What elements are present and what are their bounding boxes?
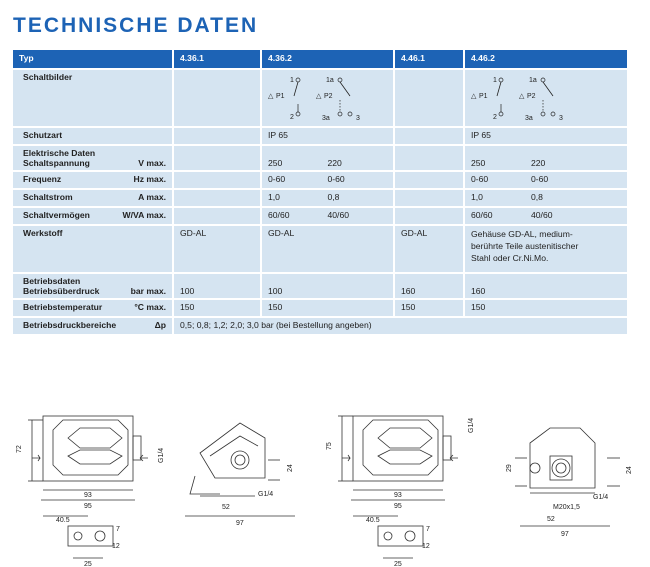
terminal-3a: 3a	[525, 115, 533, 122]
d4-w2: 97	[561, 531, 569, 538]
druckbereiche-label: Betriebsdruckbereiche	[23, 320, 117, 330]
werkstoff-4361: GD-AL	[173, 225, 261, 273]
row-druckbereiche	[13, 317, 627, 335]
d3-port: G1/4	[468, 417, 475, 433]
schaltbilder-4462	[464, 69, 627, 127]
delta-2: △	[316, 93, 322, 100]
betriebstemperatur-label: Betriebstemperatur	[23, 302, 103, 312]
werkstoff-4362: GD-AL	[261, 225, 394, 273]
drawing-4461-side	[495, 398, 645, 567]
d2-port: G1/4	[258, 491, 274, 498]
d1-w2: 95	[84, 503, 92, 510]
row-betriebsueberdruck	[13, 273, 627, 299]
terminal-1a: 1a	[326, 77, 334, 84]
schaltspannung-4462-b: 220	[531, 158, 546, 168]
row-schaltvermoegen	[13, 207, 627, 225]
terminal-1: 1	[290, 77, 294, 84]
betriebsueberdruck-4361: 100	[173, 273, 261, 299]
betriebsueberdruck-4362: 100	[261, 273, 394, 299]
header-4462: 4.46.2	[464, 50, 627, 69]
d2-w2: 97	[236, 520, 244, 527]
delta-2: △	[519, 93, 525, 100]
row-werkstoff	[13, 225, 627, 273]
label-p1: P1	[479, 93, 488, 100]
row-schaltstrom	[13, 189, 627, 207]
werkstoff-4462-line2: berührte Teile austenitischer	[471, 241, 579, 251]
terminal-2: 2	[290, 114, 294, 121]
betriebsdaten-label: Betriebsdaten	[23, 276, 81, 286]
d4-h2: 24	[626, 466, 633, 474]
row-schaltbilder	[13, 69, 627, 127]
schaltstrom-label: Schaltstrom	[23, 192, 73, 202]
delta-1: △	[471, 93, 477, 100]
d3-b3: 7	[426, 526, 430, 533]
schutzart-label: Schutzart	[13, 127, 173, 145]
betriebstemperatur-4461: 150	[394, 299, 464, 317]
d1-w3: 40.5	[56, 517, 70, 524]
technical-data-table	[13, 50, 627, 336]
table-header-row	[13, 50, 627, 69]
row-frequenz	[13, 171, 627, 189]
label-p2: P2	[527, 93, 536, 100]
betriebsueberdruck-4461: 160	[394, 273, 464, 299]
schaltspannung-4362-a: 250	[268, 158, 283, 168]
druckbereiche-unit: Δp	[154, 320, 166, 330]
terminal-3a: 3a	[322, 115, 330, 122]
d3-b2: 12	[422, 543, 430, 550]
werkstoff-4461: GD-AL	[394, 225, 464, 273]
druckbereiche-value: 0,5; 0,8; 1,2; 2,0; 3,0 bar (bei Bestellung angeben)	[173, 317, 627, 335]
switch-diagram-icon	[268, 72, 368, 124]
d3-w2: 95	[394, 503, 402, 510]
schaltvermoegen-4362-a: 60/60	[268, 210, 290, 220]
betriebsueberdruck-label: Betriebsüberdruck	[23, 286, 100, 296]
header-4362: 4.36.2	[261, 50, 394, 69]
schutzart-4362: IP 65	[261, 127, 394, 145]
frequenz-label: Frequenz	[23, 174, 62, 184]
schaltstrom-4362-b: 0,8	[327, 192, 340, 202]
drawing-4361-side	[180, 398, 320, 567]
schaltbilder-4362	[261, 69, 394, 127]
schaltstrom-4362-a: 1,0	[268, 192, 280, 202]
betriebsueberdruck-4462: 160	[464, 273, 627, 299]
schaltvermoegen-4462-a: 60/60	[471, 210, 493, 220]
label-p2: P2	[324, 93, 333, 100]
betriebsueberdruck-unit: bar max.	[130, 286, 166, 296]
drawing-4461-front	[318, 398, 493, 567]
schaltspannung-label: Schaltspannung	[23, 158, 90, 168]
switch-diagram-icon	[471, 72, 571, 124]
row-schutzart	[13, 127, 627, 145]
schaltspannung-4362-b: 220	[327, 158, 342, 168]
werkstoff-label: Werkstoff	[13, 225, 173, 273]
schaltstrom-4462-b: 0,8	[531, 192, 543, 202]
schaltstrom-4462-a: 1,0	[471, 192, 483, 202]
d1-b2: 12	[112, 543, 120, 550]
terminal-1a: 1a	[529, 77, 537, 84]
betriebstemperatur-4362: 150	[261, 299, 394, 317]
dimension-drawings	[0, 398, 650, 567]
row-betriebstemperatur	[13, 299, 627, 317]
d1-port: G1/4	[158, 447, 165, 463]
d4-port: G1/4	[593, 494, 609, 501]
d4-thread: M20x1,5	[553, 504, 580, 511]
frequenz-4462-b: 0-60	[531, 174, 549, 184]
schaltspannung-unit: V max.	[138, 158, 166, 168]
d4-h1: 29	[506, 464, 513, 472]
delta-1: △	[268, 93, 274, 100]
d1-b3: 7	[116, 526, 120, 533]
frequenz-4462-a: 0-60	[471, 174, 489, 184]
frequenz-4362-a: 0-60	[268, 174, 286, 184]
schaltvermoegen-label: Schaltvermögen	[23, 210, 90, 220]
d4-w1: 52	[547, 516, 555, 523]
header-4361: 4.36.1	[173, 50, 261, 69]
d1-w1: 93	[84, 492, 92, 499]
schaltspannung-4462-a: 250	[471, 158, 486, 168]
d2-w1: 52	[222, 504, 230, 511]
terminal-3: 3	[356, 115, 360, 122]
betriebstemperatur-4462: 150	[464, 299, 627, 317]
frequenz-4362-b: 0-60	[327, 174, 345, 184]
d3-b1: 25	[394, 561, 402, 567]
d3-height: 75	[326, 442, 333, 450]
schaltstrom-unit: A max.	[138, 192, 166, 202]
header-typ: Typ	[13, 50, 173, 69]
d2-height: 24	[287, 464, 294, 472]
werkstoff-4462-line1: Gehäuse GD-AL, medium-	[471, 229, 573, 239]
d1-b1: 25	[84, 561, 92, 567]
schaltbilder-4461	[394, 69, 464, 127]
terminal-2: 2	[493, 114, 497, 121]
werkstoff-4462-line3: Stahl oder Cr.Ni.Mo.	[471, 253, 549, 263]
row-elektrisch	[13, 145, 627, 171]
d3-w1: 93	[394, 492, 402, 499]
schaltvermoegen-4462-b: 40/60	[531, 210, 553, 220]
schaltbilder-4361	[173, 69, 261, 127]
d1-height: 72	[16, 445, 23, 453]
page-title: TECHNISCHE DATEN	[13, 14, 259, 37]
d3-w3: 40.5	[366, 517, 380, 524]
elektrisch-label: Elektrische Daten	[23, 148, 96, 158]
schaltvermoegen-unit: W/VA max.	[122, 210, 166, 220]
drawing-4361-front	[8, 398, 183, 567]
header-4461: 4.46.1	[394, 50, 464, 69]
betriebstemperatur-unit: °C max.	[134, 302, 166, 312]
schaltvermoegen-4362-b: 40/60	[327, 210, 350, 220]
frequenz-unit: Hz max.	[133, 174, 166, 184]
label-p1: P1	[276, 93, 285, 100]
terminal-1: 1	[493, 77, 497, 84]
schaltbilder-label: Schaltbilder	[13, 69, 173, 127]
terminal-3: 3	[559, 115, 563, 122]
schutzart-4462: IP 65	[464, 127, 627, 145]
betriebstemperatur-4361: 150	[173, 299, 261, 317]
